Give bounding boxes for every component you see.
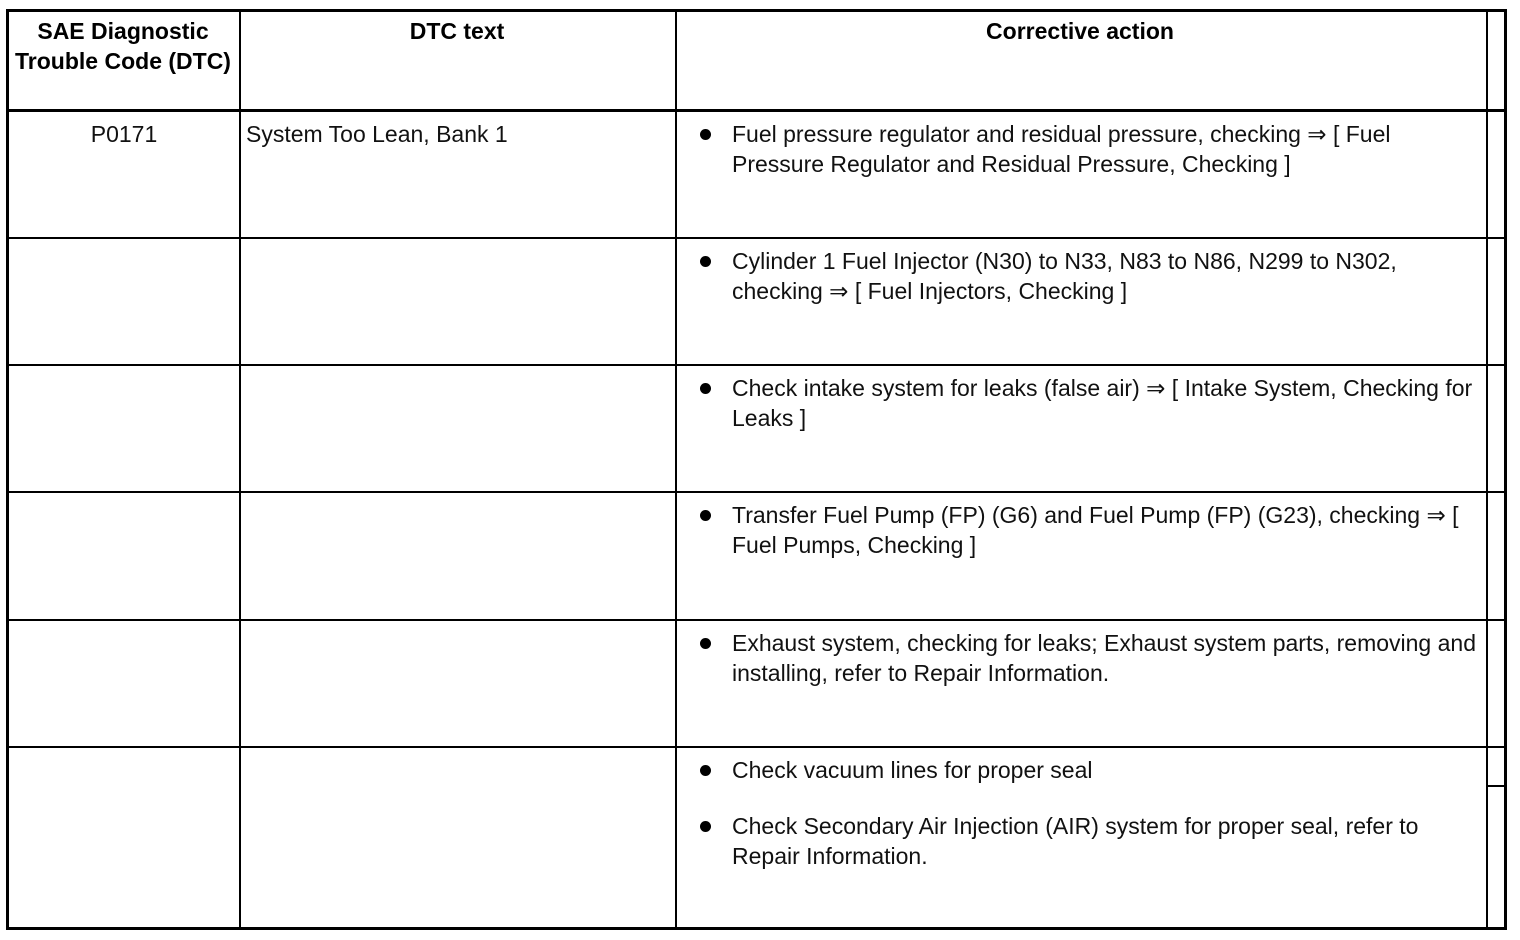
bullet-icon [700,638,711,649]
bullet-icon [700,821,711,832]
bullet-icon [700,256,711,267]
column-divider [675,10,677,929]
action-text: Cylinder 1 Fuel Injector (N30) to N33, N83 to N86, N299 to N302, checking ⇒ [ Fuel Injectors, Checking ] [732,248,1397,304]
bullet-icon [700,129,711,140]
action-list-item [700,755,1490,785]
header-dtc-code: SAE Diagnostic Trouble Code (DTC) [15,18,231,74]
row-divider [1487,785,1505,787]
dtc-code-cell: P0171 [90,121,158,147]
dtc-text-cell: System Too Lean, Bank 1 [246,121,508,147]
row-divider [7,364,1505,366]
header-divider [7,109,1505,112]
action-list-item [700,119,1490,179]
bullet-icon [700,383,711,394]
row-divider [7,237,1505,239]
header-corrective-action: Corrective action [986,18,1174,44]
action-text: Exhaust system, checking for leaks; Exhaust system parts, removing and installing, refer to Repair Information. [732,630,1476,686]
bullet-icon [700,510,711,521]
action-list-item [700,811,1490,871]
action-text: Check vacuum lines for proper seal [732,757,1093,783]
action-text: Fuel pressure regulator and residual pressure, checking ⇒ [ Fuel Pressure Regulator and Residual Pressure, Checking ] [732,121,1391,177]
action-list-item [700,246,1490,306]
row-divider [7,619,1505,621]
action-list-item [700,373,1490,433]
action-text: Check Secondary Air Injection (AIR) system for proper seal, refer to Repair Information. [732,813,1419,869]
action-list-item [700,500,1490,560]
bullet-icon [700,765,711,776]
action-text: Transfer Fuel Pump (FP) (G6) and Fuel Pump (FP) (G23), checking ⇒ [ Fuel Pumps, Checking ] [732,502,1459,558]
row-divider [7,746,1505,748]
action-text: Check intake system for leaks (false air) ⇒ [ Intake System, Checking for Leaks ] [732,375,1473,431]
action-list-item [700,628,1490,688]
row-divider [7,491,1505,493]
column-divider [239,10,241,929]
header-dtc-text: DTC text [409,18,505,44]
